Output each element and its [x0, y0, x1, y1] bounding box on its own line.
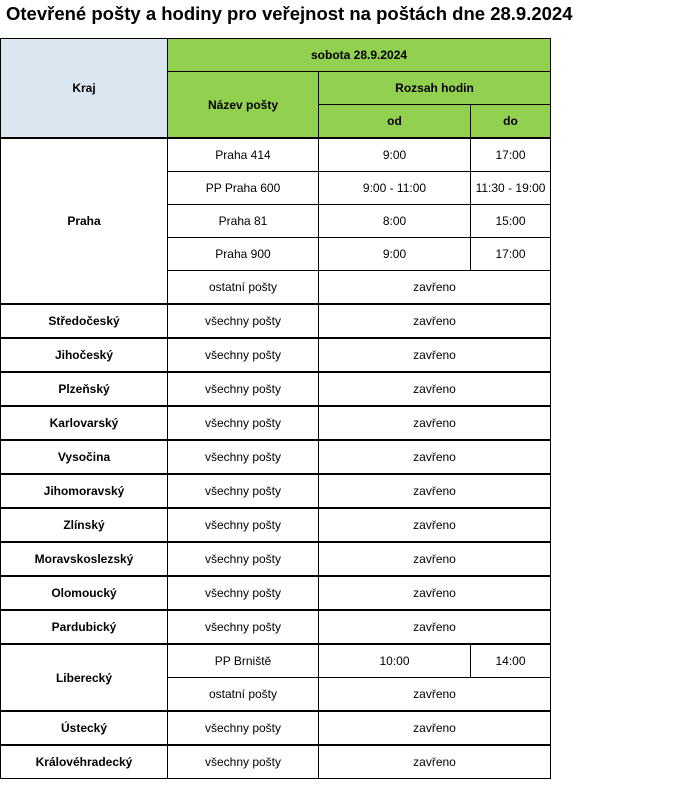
status: zavřeno — [319, 576, 551, 610]
region-name: Jihočeský — [1, 338, 168, 372]
status: zavřeno — [319, 711, 551, 745]
open-to: 17:00 — [471, 138, 551, 172]
table-row — [1, 338, 551, 372]
status: zavřeno — [319, 338, 551, 372]
status: zavřeno — [319, 508, 551, 542]
kraj-header: Kraj — [1, 39, 168, 139]
region-name: Vysočina — [1, 440, 168, 474]
status: zavřeno — [319, 610, 551, 644]
page-title: Otevřené pošty a hodiny pro veřejnost na poštách dne 28.9.2024 — [6, 3, 573, 24]
status: zavřeno — [319, 304, 551, 338]
region-name: Jihomoravský — [1, 474, 168, 508]
post-name: všechny pošty — [168, 338, 319, 372]
region-name: Pardubický — [1, 610, 168, 644]
header-row-1 — [1, 39, 551, 72]
region-name: Liberecký — [1, 644, 168, 711]
open-to: 17:00 — [471, 238, 551, 271]
post-name: Praha 414 — [168, 138, 319, 172]
post-name: všechny pošty — [168, 610, 319, 644]
open-from: 9:00 — [319, 238, 471, 271]
table-row — [1, 508, 551, 542]
open-from: 10:00 — [319, 644, 471, 678]
open-from: 9:00 - 11:00 — [319, 172, 471, 205]
region-name: Středočeský — [1, 304, 168, 338]
region-name: Olomoucký — [1, 576, 168, 610]
post-name: všechny pošty — [168, 304, 319, 338]
table-row — [1, 440, 551, 474]
to-header: do — [471, 105, 551, 139]
post-name: všechny pošty — [168, 440, 319, 474]
post-name: Praha 81 — [168, 205, 319, 238]
table-row — [1, 372, 551, 406]
post-name: všechny pošty — [168, 474, 319, 508]
post-name: všechny pošty — [168, 406, 319, 440]
status: zavřeno — [319, 745, 551, 779]
from-header: od — [319, 105, 471, 139]
region-name: Karlovarský — [1, 406, 168, 440]
open-from: 9:00 — [319, 138, 471, 172]
table-row — [1, 542, 551, 576]
post-name: všechny pošty — [168, 542, 319, 576]
post-name: Praha 900 — [168, 238, 319, 271]
table-row — [1, 304, 551, 338]
table-row — [1, 644, 551, 678]
open-to: 15:00 — [471, 205, 551, 238]
range-header: Rozsah hodin — [319, 72, 551, 105]
status: zavřeno — [319, 474, 551, 508]
post-name: všechny pošty — [168, 372, 319, 406]
post-name: všechny pošty — [168, 508, 319, 542]
region-name: Královéhradecký — [1, 745, 168, 779]
status: zavřeno — [319, 542, 551, 576]
opening-hours-table — [0, 38, 551, 779]
table-row — [1, 406, 551, 440]
region-name: Zlínský — [1, 508, 168, 542]
post-name-header: Název pošty — [168, 72, 319, 139]
region-name: Moravskoslezský — [1, 542, 168, 576]
post-name: ostatní pošty — [168, 678, 319, 712]
open-to: 11:30 - 19:00 — [471, 172, 551, 205]
post-name: PP Praha 600 — [168, 172, 319, 205]
status: zavřeno — [319, 678, 551, 712]
status: zavřeno — [319, 271, 551, 305]
post-name: ostatní pošty — [168, 271, 319, 305]
day-header: sobota 28.9.2024 — [168, 39, 551, 72]
table-row — [1, 610, 551, 644]
status: zavřeno — [319, 406, 551, 440]
table-row — [1, 138, 551, 172]
post-name: PP Brniště — [168, 644, 319, 678]
table-row — [1, 576, 551, 610]
table-row — [1, 745, 551, 779]
region-name: Praha — [1, 138, 168, 304]
status: zavřeno — [319, 440, 551, 474]
status: zavřeno — [319, 372, 551, 406]
post-name: všechny pošty — [168, 576, 319, 610]
table-row — [1, 711, 551, 745]
open-from: 8:00 — [319, 205, 471, 238]
open-to: 14:00 — [471, 644, 551, 678]
post-name: všechny pošty — [168, 745, 319, 779]
region-name: Plzeňský — [1, 372, 168, 406]
table-row — [1, 474, 551, 508]
region-name: Ústecký — [1, 711, 168, 745]
post-name: všechny pošty — [168, 711, 319, 745]
